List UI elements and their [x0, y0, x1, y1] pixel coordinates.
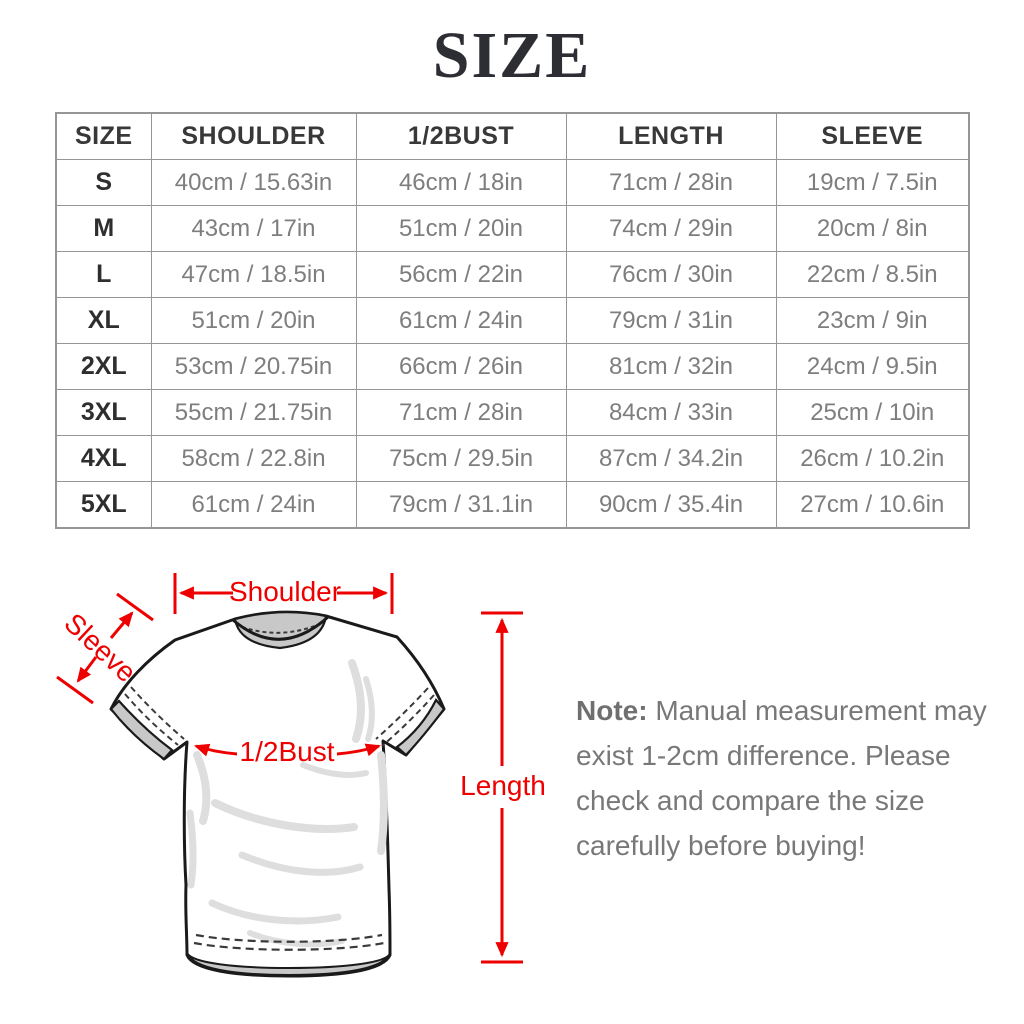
note-line: exist 1-2cm difference. Please	[576, 740, 951, 771]
length-cell: 87cm / 34.2in	[566, 436, 776, 482]
table-row	[56, 252, 969, 298]
col-header-sleeve: SLEEVE	[776, 113, 969, 160]
size-cell: 4XL	[56, 436, 151, 482]
length-cell: 79cm / 31in	[566, 298, 776, 344]
col-header-length: LENGTH	[566, 113, 776, 160]
bust-cell: 66cm / 26in	[356, 344, 566, 390]
length-cell: 71cm / 28in	[566, 160, 776, 206]
length-cell: 76cm / 30in	[566, 252, 776, 298]
table-row	[56, 436, 969, 482]
bust-cell: 51cm / 20in	[356, 206, 566, 252]
shoulder-cell: 51cm / 20in	[151, 298, 356, 344]
size-cell: 3XL	[56, 390, 151, 436]
bust-cell: 61cm / 24in	[356, 298, 566, 344]
col-header-shoulder: SHOULDER	[151, 113, 356, 160]
tshirt-illustration	[100, 603, 460, 983]
size-cell: 2XL	[56, 344, 151, 390]
size-table	[55, 112, 970, 529]
bust-cell: 56cm / 22in	[356, 252, 566, 298]
table-row	[56, 160, 969, 206]
bust-cell: 79cm / 31.1in	[356, 482, 566, 529]
col-header-size: SIZE	[56, 113, 151, 160]
shoulder-cell: 55cm / 21.75in	[151, 390, 356, 436]
bust-cell: 46cm / 18in	[356, 160, 566, 206]
length-cell: 84cm / 33in	[566, 390, 776, 436]
size-cell: S	[56, 160, 151, 206]
col-header-bust: 1/2BUST	[356, 113, 566, 160]
bust-cell: 75cm / 29.5in	[356, 436, 566, 482]
size-cell: XL	[56, 298, 151, 344]
note-line: Note: Manual measurement may	[576, 695, 987, 726]
sleeve-cell: 22cm / 8.5in	[776, 252, 969, 298]
table-header-row	[56, 113, 969, 160]
note-heading: Note:	[576, 695, 648, 726]
page-title: SIZE	[432, 19, 592, 92]
table-row	[56, 390, 969, 436]
sleeve-cell: 20cm / 8in	[776, 206, 969, 252]
sleeve-dimension-label: Sleeve	[58, 607, 143, 689]
bust-dimension-label: 1/2Bust	[239, 736, 335, 767]
size-cell: M	[56, 206, 151, 252]
sleeve-cell: 27cm / 10.6in	[776, 482, 969, 529]
bust-cell: 71cm / 28in	[356, 390, 566, 436]
shoulder-cell: 61cm / 24in	[151, 482, 356, 529]
size-cell: L	[56, 252, 151, 298]
shoulder-cell: 40cm / 15.63in	[151, 160, 356, 206]
length-cell: 81cm / 32in	[566, 344, 776, 390]
shoulder-cell: 43cm / 17in	[151, 206, 356, 252]
sleeve-cell: 24cm / 9.5in	[776, 344, 969, 390]
note-line: check and compare the size	[576, 785, 925, 816]
table-row	[56, 482, 969, 529]
measurement-note	[576, 688, 1000, 868]
sleeve-cell: 25cm / 10in	[776, 390, 969, 436]
sleeve-cell: 26cm / 10.2in	[776, 436, 969, 482]
shoulder-cell: 47cm / 18.5in	[151, 252, 356, 298]
table-row	[56, 206, 969, 252]
sleeve-cell: 19cm / 7.5in	[776, 160, 969, 206]
size-cell: 5XL	[56, 482, 151, 529]
sleeve-cell: 23cm / 9in	[776, 298, 969, 344]
length-cell: 74cm / 29in	[566, 206, 776, 252]
shoulder-dimension-label: Shoulder	[228, 576, 342, 607]
shoulder-cell: 58cm / 22.8in	[151, 436, 356, 482]
length-cell: 90cm / 35.4in	[566, 482, 776, 529]
table-row	[56, 344, 969, 390]
table-row	[56, 298, 969, 344]
shoulder-cell: 53cm / 20.75in	[151, 344, 356, 390]
length-dimension-label: Length	[460, 770, 546, 801]
note-line: carefully before buying!	[576, 830, 866, 861]
